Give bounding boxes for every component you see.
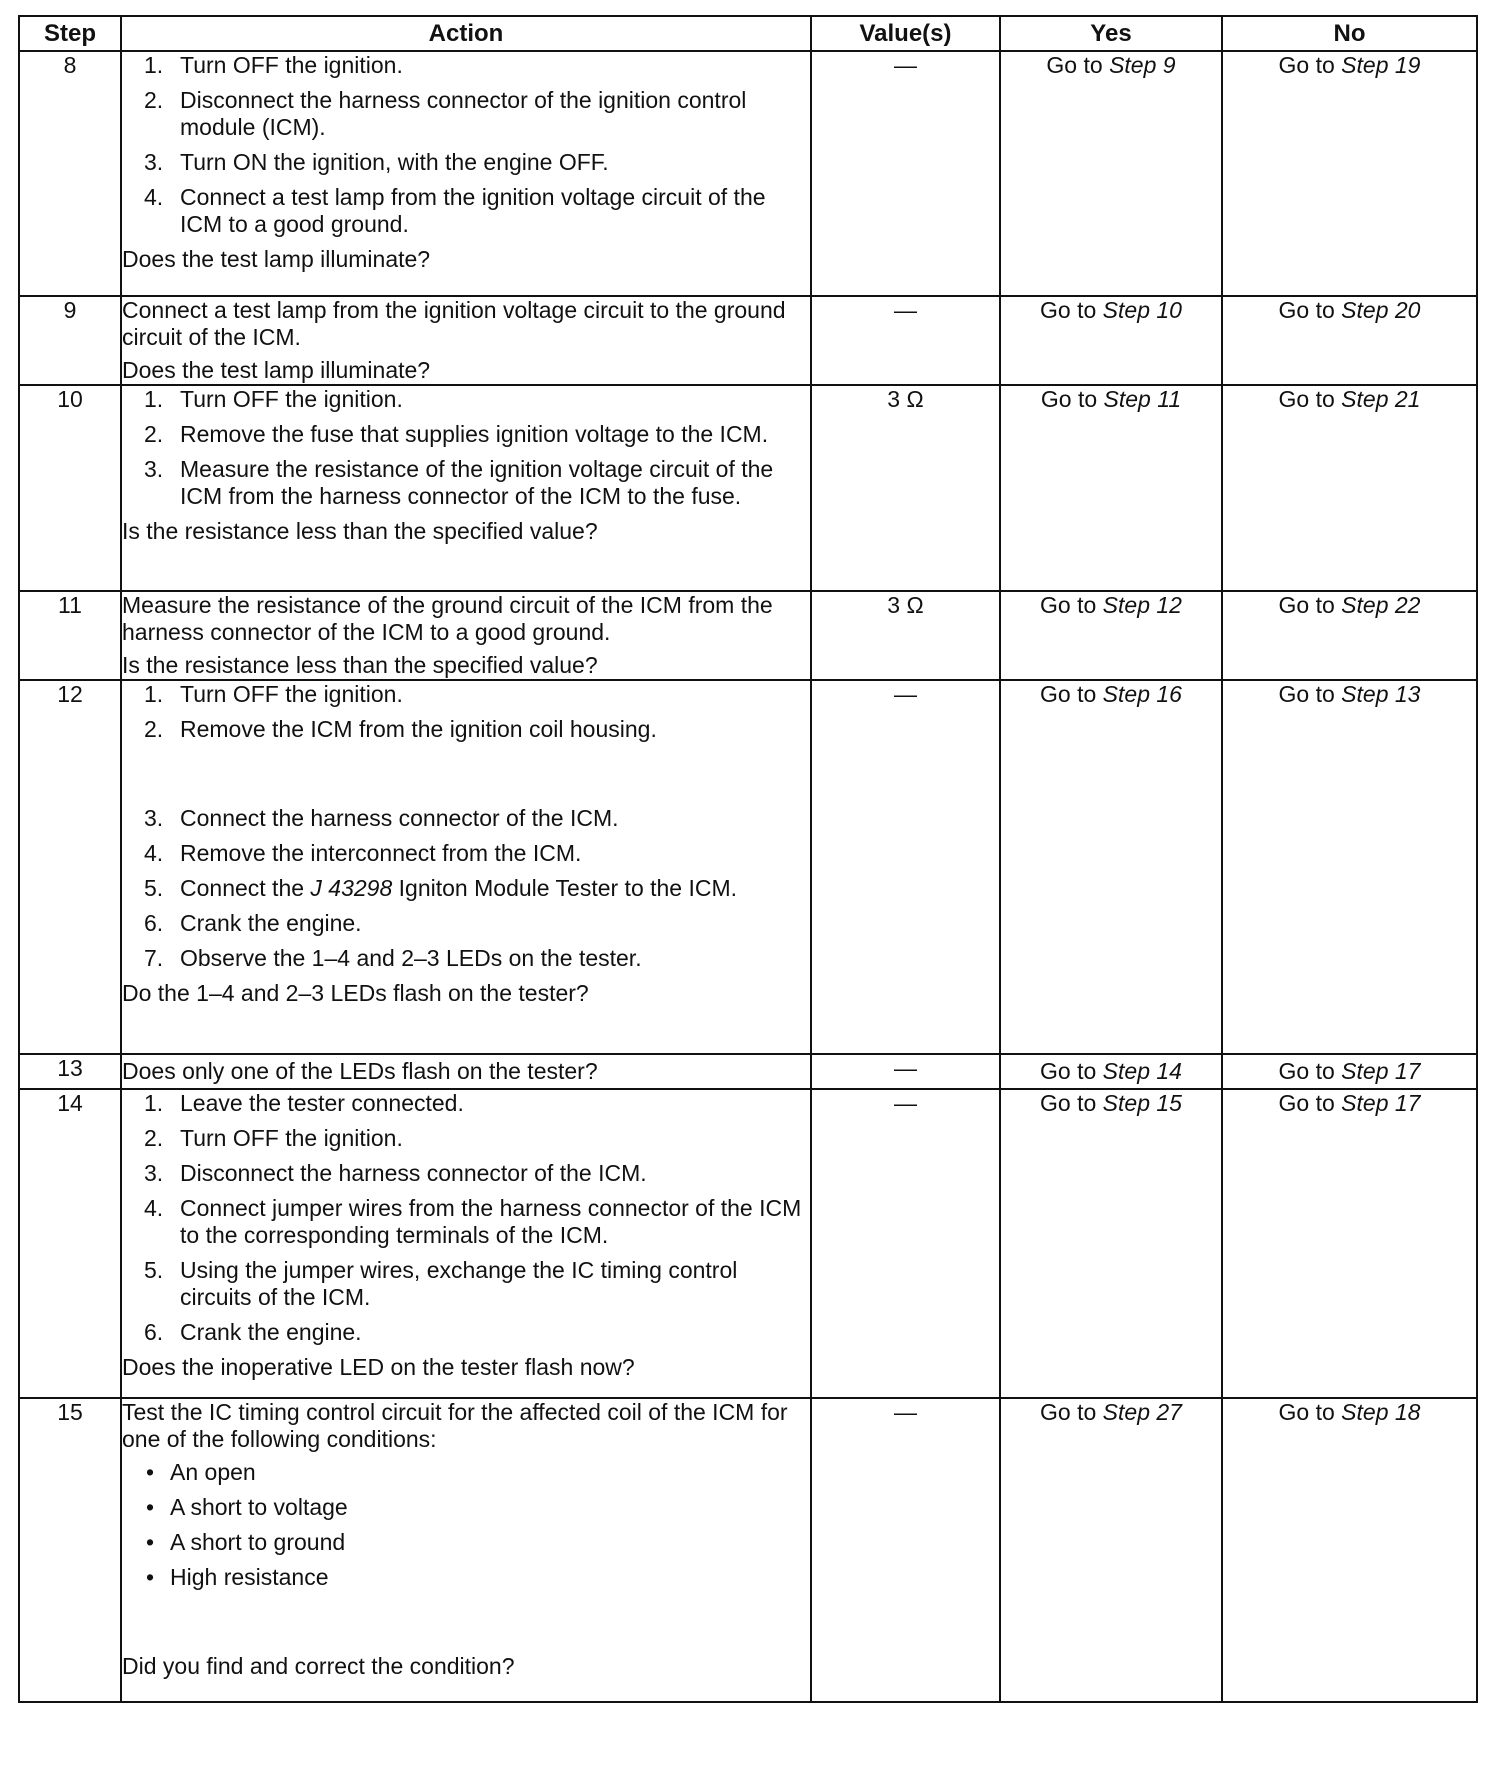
action-step: 2. Turn OFF the ignition. [144,1125,403,1151]
action-question: Does the inoperative LED on the tester flash now? [122,1354,635,1380]
header-action: Action [121,16,811,51]
goto-step-link[interactable]: Step 17 [1341,1058,1421,1084]
action-step-text: Connect a test lamp from the ignition voltage circuit of the ICM to a good ground. [180,184,766,237]
action-step: 2. Disconnect the harness connector of the ignition control module (ICM). [144,87,747,140]
goto-step-link[interactable]: Step 27 [1102,1399,1182,1425]
goto-prefix: Go to [1040,681,1103,707]
action-steps [122,386,810,510]
action-step-text: Measure the resistance of the ignition voltage circuit of the ICM from the harness connector of the ICM to the fuse. [180,456,774,509]
goto-step-link[interactable]: Step 11 [1103,386,1182,412]
action-text: Connect a test lamp from the ignition voltage circuit to the ground circuit of the ICM. [122,297,786,350]
goto-step-link[interactable]: Step 13 [1341,681,1421,707]
header-yes: Yes [1000,16,1222,51]
step-number: 14 [19,1089,121,1398]
goto-step-link[interactable]: Step 17 [1341,1090,1421,1116]
step-number: 8 [19,51,121,296]
goto-step-link[interactable]: Step 21 [1341,386,1421,412]
action-step-text: Disconnect the harness connector of the ICM. [180,1160,647,1186]
table-row [19,1089,1477,1398]
action-step: 3. Measure the resistance of the ignition voltage circuit of the ICM from the harness connector of the ICM to the fuse. [144,456,774,509]
action-step: 4. Remove the interconnect from the ICM. [144,840,582,866]
yes-cell [1000,51,1222,296]
no-cell [1222,385,1477,591]
value-cell: — [811,51,1000,296]
yes-cell [1000,680,1222,1054]
action-step-text: Crank the engine. [180,1319,362,1345]
table-row [19,1398,1477,1702]
action-step-text: Leave the tester connected. [180,1090,464,1116]
header-values: Value(s) [811,16,1000,51]
value-cell: — [811,680,1000,1054]
goto-prefix: Go to [1040,592,1103,618]
goto-prefix: Go to [1278,681,1342,707]
goto-prefix: Go to [1278,1399,1342,1425]
action-text: Measure the resistance of the ground circuit of the ICM from the harness connector of the ICM to a good ground. [122,592,773,645]
table-row [19,51,1477,296]
no-cell [1222,1089,1477,1398]
value-cell: — [811,1398,1000,1702]
list-item: • High resistance [122,1564,810,1591]
goto-prefix: Go to [1278,297,1342,323]
action-step-text: Disconnect the harness connector of the ignition control module (ICM). [180,87,747,140]
yes-cell [1000,1398,1222,1702]
action-step-text: Using the jumper wires, exchange the IC timing control circuits of the ICM. [180,1257,738,1310]
step-number: 11 [19,591,121,680]
action-question: Does the test lamp illuminate? [122,246,431,272]
action-step: 6. Crank the engine. [144,910,362,936]
action-step: 1. Leave the tester connected. [144,1090,464,1116]
goto-step-link[interactable]: Step 16 [1102,681,1182,707]
goto-prefix: Go to [1040,1058,1103,1084]
goto-step-link[interactable]: Step 9 [1109,52,1176,78]
action-step-text: Connect jumper wires from the harness connector of the ICM to the corresponding terminals of the ICM. [180,1195,802,1248]
no-cell [1222,296,1477,385]
action-step-text: Remove the fuse that supplies ignition voltage to the ICM. [180,421,769,447]
goto-step-link[interactable]: Step 14 [1102,1058,1182,1084]
action-cell [121,385,811,591]
tool-name: J 43298 [310,875,393,901]
value-cell: — [811,296,1000,385]
action-cell [121,296,811,385]
step-number: 9 [19,296,121,385]
action-cell [121,591,811,680]
header-step: Step [19,16,121,51]
step-number: 15 [19,1398,121,1702]
action-step-text: Remove the ICM from the ignition coil housing. [180,716,657,742]
goto-prefix: Go to [1040,297,1103,323]
step-number: 13 [19,1054,121,1089]
no-cell [1222,1398,1477,1702]
header-no: No [1222,16,1477,51]
step-number: 12 [19,680,121,1054]
table-row [19,1054,1477,1089]
action-step-text: Observe the 1–4 and 2–3 LEDs on the tester. [180,945,642,971]
action-step-text: Connect the [180,875,311,901]
action-step: 1. Turn OFF the ignition. [144,52,403,78]
action-step: 3. Turn ON the ignition, with the engine OFF. [144,149,609,175]
no-cell [1222,1054,1477,1089]
action-step: 3. Connect the harness connector of the ICM. [144,805,619,831]
table-row [19,296,1477,385]
action-step-text: Igniton Module Tester to the ICM. [392,875,738,901]
yes-cell [1000,296,1222,385]
value-cell: — [811,1054,1000,1089]
goto-prefix: Go to [1278,52,1342,78]
list-item: • An open [122,1459,810,1486]
action-step-text: Turn OFF the ignition. [180,1125,403,1151]
action-step-text: Crank the engine. [180,910,362,936]
goto-prefix: Go to [1040,386,1104,412]
action-cell [121,1398,811,1702]
action-step-text: Turn OFF the ignition. [180,52,403,78]
goto-step-link[interactable]: Step 12 [1102,592,1182,618]
value-cell: 3 Ω [811,591,1000,680]
action-step-text: Turn OFF the ignition. [180,386,403,412]
goto-prefix: Go to [1278,386,1342,412]
goto-prefix: Go to [1278,1058,1342,1084]
goto-prefix: Go to [1040,1090,1103,1116]
action-step: 5. Connect the J 43298 Igniton Module Tester to the ICM. [144,875,738,901]
action-step: 3. Disconnect the harness connector of the ICM. [144,1160,647,1186]
goto-prefix: Go to [1278,592,1342,618]
action-question: Do the 1–4 and 2–3 LEDs flash on the tester? [122,980,589,1006]
goto-step-link[interactable]: Step 19 [1341,52,1421,78]
goto-step-link[interactable]: Step 18 [1341,1399,1421,1425]
no-cell [1222,591,1477,680]
action-step: 1. Turn OFF the ignition. [144,681,403,707]
action-step-text: Turn ON the ignition, with the engine OFF. [180,149,609,175]
action-step: 4. Connect jumper wires from the harness connector of the ICM to the corresponding terminals of the ICM. [144,1195,802,1248]
action-steps [122,1090,810,1346]
action-step-text: Connect the harness connector of the ICM. [180,805,619,831]
action-cell [121,1054,811,1089]
yes-cell [1000,1054,1222,1089]
table-row [19,680,1477,1054]
yes-cell [1000,1089,1222,1398]
action-step: 7. Observe the 1–4 and 2–3 LEDs on the tester. [144,945,642,971]
action-step-text: Remove the interconnect from the ICM. [180,840,582,866]
goto-prefix: Go to [1278,1090,1342,1116]
diagnostic-table [18,15,1478,1703]
step-number: 10 [19,385,121,591]
goto-step-link[interactable]: Step 10 [1102,297,1182,323]
table-row [19,591,1477,680]
action-steps [122,681,810,972]
header-row [19,16,1477,51]
value-cell: 3 Ω [811,385,1000,591]
no-cell [1222,51,1477,296]
action-question: Does only one of the LEDs flash on the tester? [122,1058,598,1084]
action-step-text: Turn OFF the ignition. [180,681,403,707]
list-item: • A short to voltage [122,1494,810,1521]
goto-prefix: Go to [1040,1399,1103,1425]
yes-cell [1000,385,1222,591]
no-cell [1222,680,1477,1054]
goto-step-link[interactable]: Step 20 [1341,297,1421,323]
action-steps [122,52,810,238]
action-question: Did you find and correct the condition? [122,1653,515,1679]
action-question: Does the test lamp illuminate? [122,357,431,383]
action-step: 5. Using the jumper wires, exchange the IC timing control circuits of the ICM. [144,1257,738,1310]
action-step: 2. Remove the fuse that supplies ignition voltage to the ICM. [144,421,769,447]
goto-step-link[interactable]: Step 22 [1341,592,1421,618]
action-step: 4. Connect a test lamp from the ignition voltage circuit of the ICM to a good ground. [144,184,766,237]
action-step: 6. Crank the engine. [144,1319,362,1345]
action-step: 1. Turn OFF the ignition. [144,386,403,412]
list-item: • A short to ground [122,1529,810,1556]
action-question: Is the resistance less than the specified value? [122,652,598,678]
action-cell [121,1089,811,1398]
action-question: Is the resistance less than the specified value? [122,518,598,544]
value-cell: — [811,1089,1000,1398]
yes-cell [1000,591,1222,680]
action-cell [121,680,811,1054]
action-step: 2. Remove the ICM from the ignition coil housing. [144,716,657,742]
table-row [19,385,1477,591]
condition-list [122,1459,810,1591]
goto-step-link[interactable]: Step 15 [1102,1090,1182,1116]
action-text: Test the IC timing control circuit for the affected coil of the ICM for one of the following conditions: [122,1399,788,1452]
action-cell [121,51,811,296]
goto-prefix: Go to [1046,52,1110,78]
